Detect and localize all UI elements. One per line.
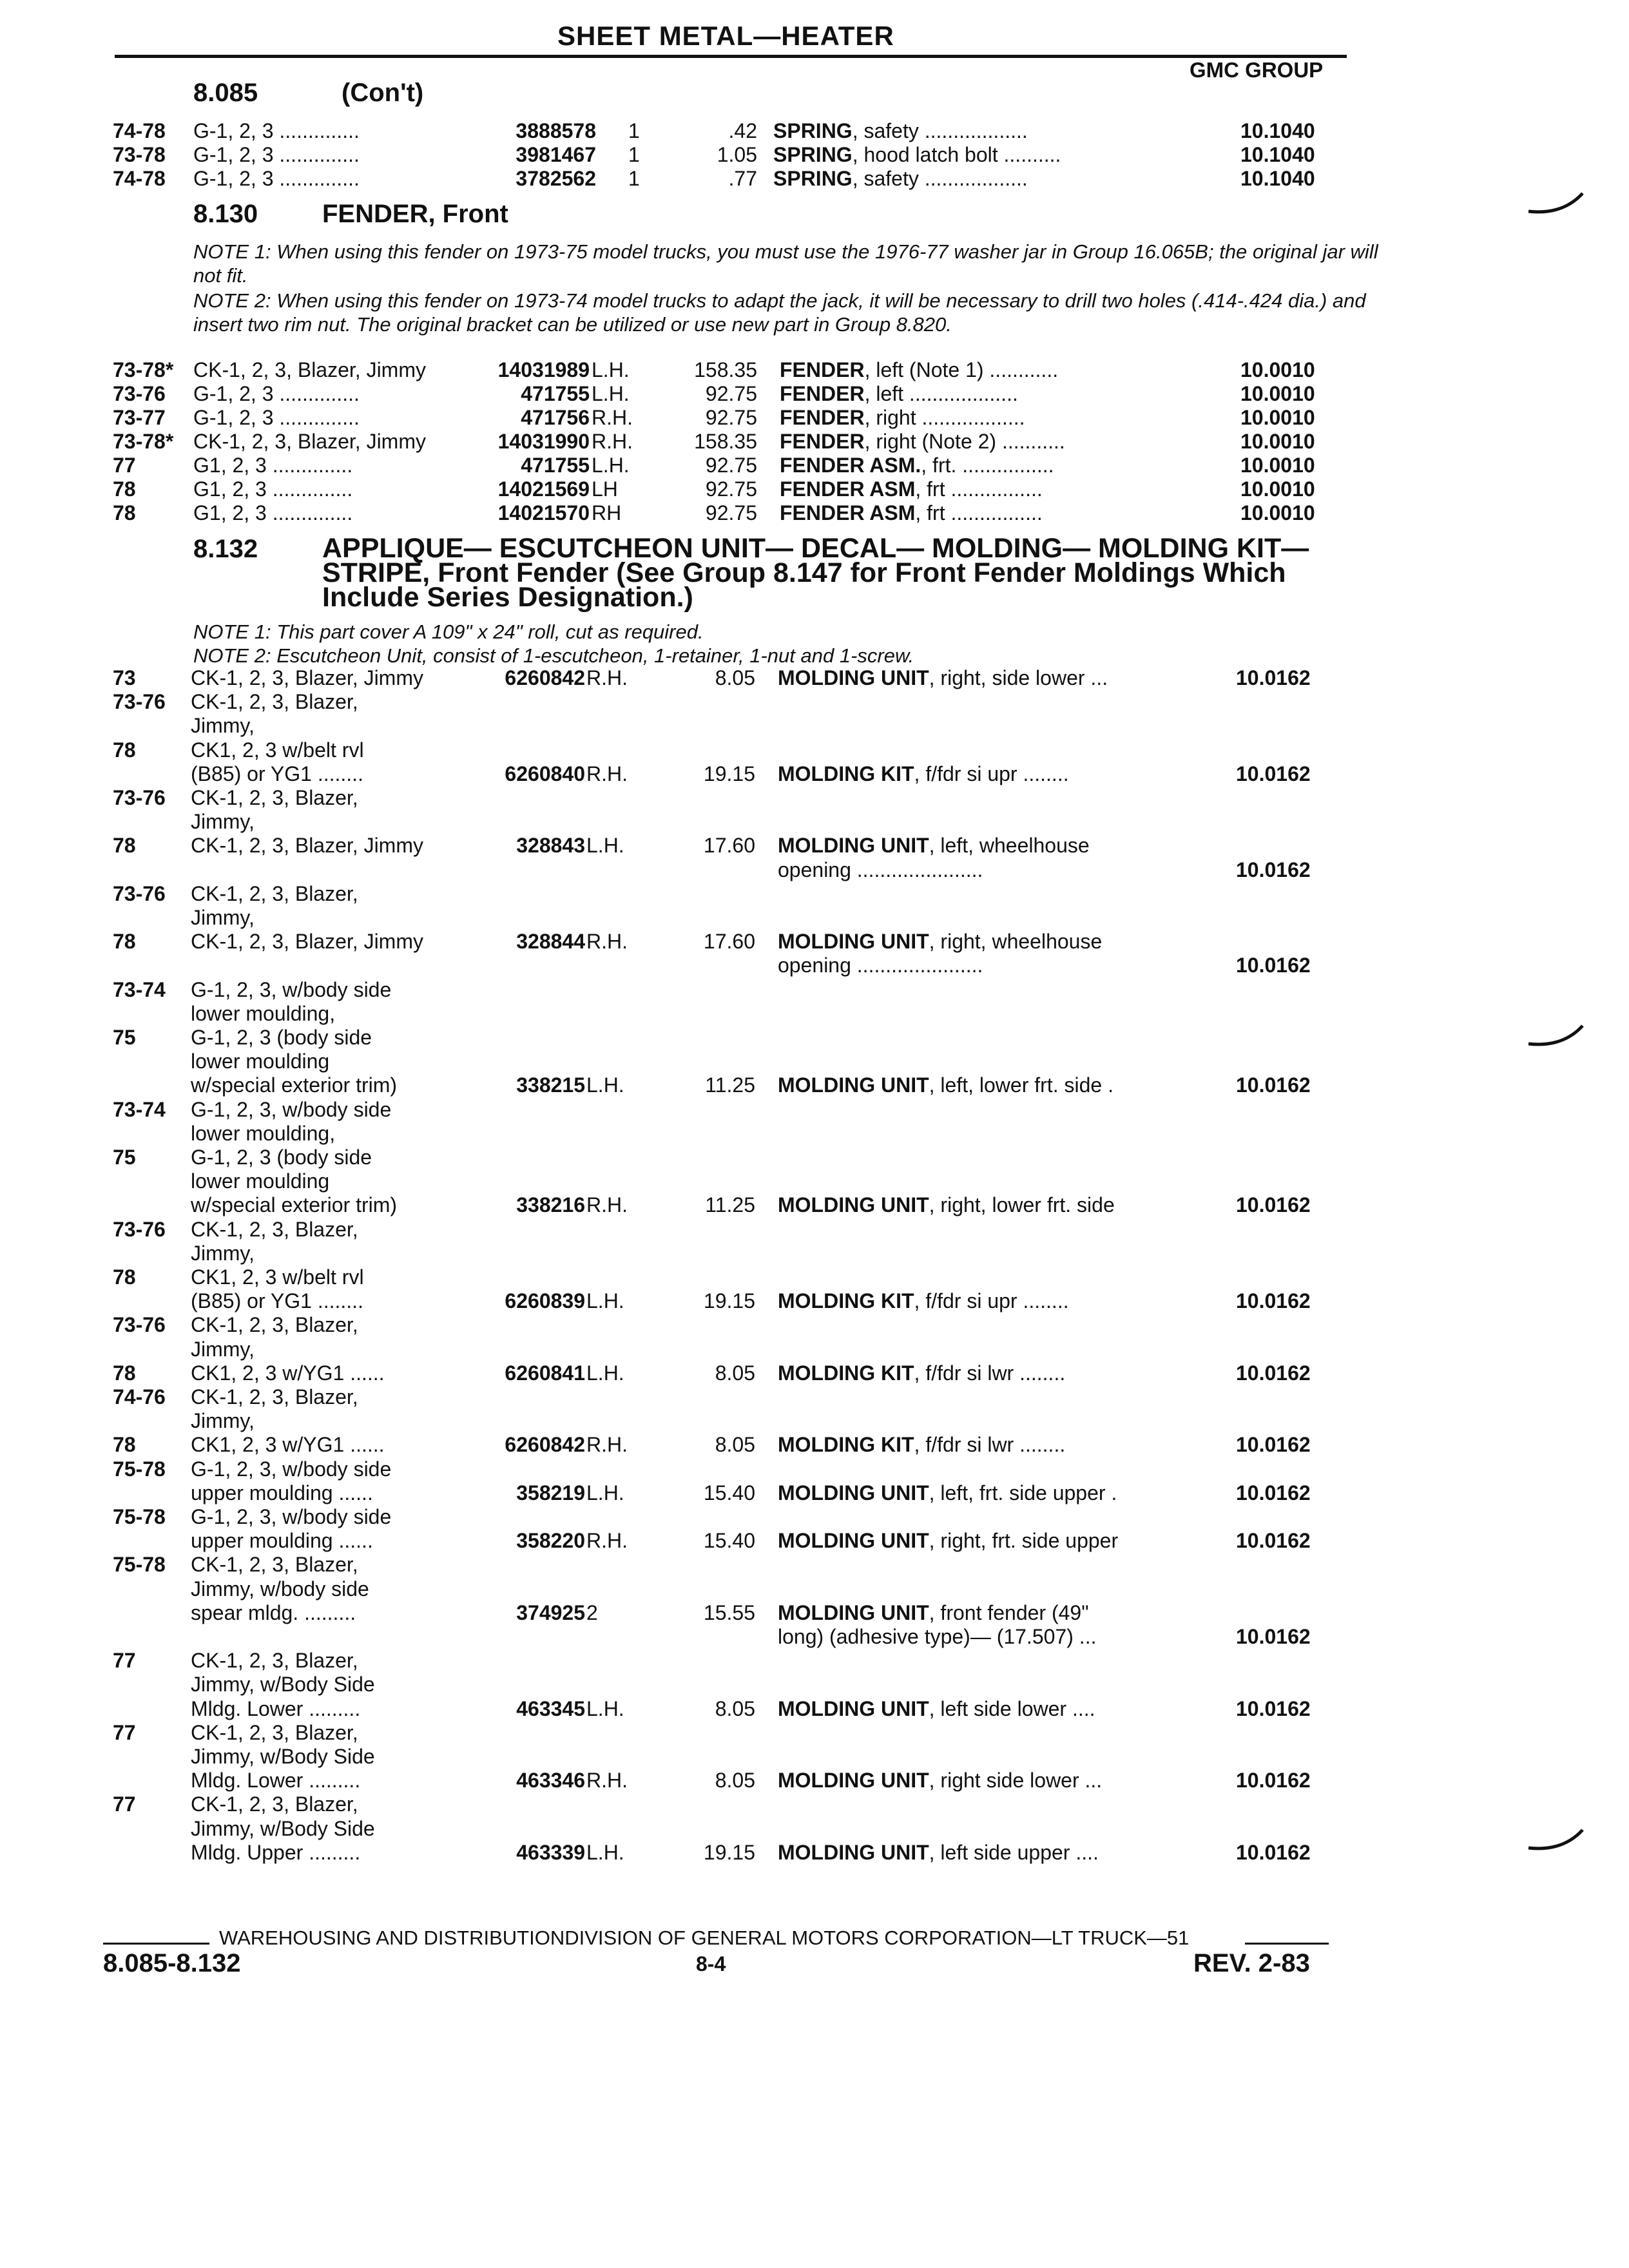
catalog-code: 10.0010 xyxy=(1240,501,1315,524)
catalog-code: 10.0162 xyxy=(1236,1696,1311,1720)
year-range: 73-74 xyxy=(113,977,166,1001)
application: (B85) or YG1 ........ xyxy=(191,762,363,785)
year-range: 74-78 xyxy=(113,119,166,142)
application: CK-1, 2, 3, Blazer, xyxy=(191,1313,358,1337)
part-number: 471755 xyxy=(521,382,590,405)
side-qty: R.H. xyxy=(586,762,628,785)
description-detail: , f/fdr si upr ........ xyxy=(914,762,1069,785)
description-keyword: MOLDING UNIT xyxy=(778,1073,929,1097)
application: CK-1, 2, 3, Blazer, xyxy=(191,1720,358,1744)
description xyxy=(778,1073,1113,1097)
footer-rule-right xyxy=(1245,1943,1329,1945)
application: Jimmy, xyxy=(191,1409,255,1433)
application: lower moulding xyxy=(191,1050,330,1073)
side-qty: L.H. xyxy=(586,1073,624,1097)
catalog-code: 10.0162 xyxy=(1236,1625,1311,1648)
description-detail: , right side lower ... xyxy=(929,1769,1103,1792)
catalog-code: 10.0010 xyxy=(1240,406,1315,429)
application: G-1, 2, 3 .............. xyxy=(193,382,360,405)
description xyxy=(778,1289,1069,1313)
description-keyword: SPRING xyxy=(773,119,853,142)
application: Mldg. Upper ......... xyxy=(191,1840,361,1864)
side-qty: L.H. xyxy=(592,358,630,381)
description-keyword: MOLDING UNIT xyxy=(778,930,929,954)
application: G1, 2, 3 .............. xyxy=(193,454,353,477)
year-range: 78 xyxy=(113,1433,136,1457)
side-qty: 1 xyxy=(628,119,640,142)
section-8-130-heading xyxy=(193,200,508,229)
side-qty: R.H. xyxy=(592,406,633,429)
catalog-code: 10.0162 xyxy=(1236,1840,1311,1864)
year-range: 77 xyxy=(113,454,136,477)
price: 8.05 xyxy=(715,1696,755,1720)
description-keyword: MOLDING KIT xyxy=(778,762,914,785)
side-qty: L.H. xyxy=(592,382,630,405)
year-range: 78 xyxy=(113,1361,136,1385)
part-number: 328843 xyxy=(516,834,585,858)
description-detail: opening ...................... xyxy=(778,954,983,977)
catalog-code: 10.0162 xyxy=(1236,762,1311,785)
application: spear mldg. ......... xyxy=(191,1600,356,1624)
catalog-code: 10.1040 xyxy=(1240,167,1315,190)
application: upper moulding ...... xyxy=(191,1529,373,1553)
price: 8.05 xyxy=(715,1433,755,1457)
side-qty: R.H. xyxy=(586,1193,628,1217)
catalog-code: 10.1040 xyxy=(1240,143,1315,166)
part-number: 14021570 xyxy=(497,501,590,524)
part-number: 3888578 xyxy=(516,119,596,142)
application: G-1, 2, 3 .............. xyxy=(193,406,360,429)
part-number: 471755 xyxy=(521,454,590,477)
year-range: 74-76 xyxy=(113,1385,166,1408)
description xyxy=(778,1193,1115,1217)
description-keyword: MOLDING UNIT xyxy=(778,1696,929,1720)
description xyxy=(778,1601,1089,1625)
price: 19.15 xyxy=(703,762,755,785)
side-qty: L.H. xyxy=(586,834,624,858)
description xyxy=(778,858,983,882)
application: CK-1, 2, 3, Blazer, Jimmy xyxy=(191,834,423,858)
price: 11.25 xyxy=(705,1073,755,1097)
binder-hole-mark xyxy=(1527,192,1585,215)
catalog-code: 10.0162 xyxy=(1236,666,1311,689)
price: 92.75 xyxy=(705,501,757,524)
part-number: 14031989 xyxy=(497,358,590,381)
footer-page-number: 8-4 xyxy=(696,1952,726,1975)
description xyxy=(780,406,1025,430)
description xyxy=(778,1529,1118,1553)
description xyxy=(780,501,1043,525)
description-keyword: MOLDING UNIT xyxy=(778,1193,929,1217)
year-range: 73-78* xyxy=(113,430,174,453)
application: G-1, 2, 3 (body side xyxy=(191,1146,372,1169)
side-qty: 1 xyxy=(628,143,640,166)
part-number: 358220 xyxy=(516,1529,585,1553)
part-number: 358219 xyxy=(516,1481,585,1504)
application: G-1, 2, 3 .............. xyxy=(193,119,360,142)
year-range: 73-77 xyxy=(113,406,166,429)
application: CK1, 2, 3 w/belt rvl xyxy=(191,1265,364,1289)
section-8-085-heading xyxy=(193,79,423,108)
description-detail: , f/fdr si upr ........ xyxy=(914,1289,1069,1313)
application: lower moulding, xyxy=(191,1121,336,1145)
catalog-code: 10.0010 xyxy=(1240,454,1315,477)
application: upper moulding ...... xyxy=(191,1481,373,1504)
side-qty: R.H. xyxy=(586,666,628,689)
fender-note-1: NOTE 1: When using this fender on 1973-75 model trucks, you must use the 1976-77 washer jar in Group 16.065B; the original jar will not fit. xyxy=(193,240,1378,287)
price: 8.05 xyxy=(715,1769,755,1792)
footer-rule-left xyxy=(103,1943,209,1945)
application: Jimmy, w/Body Side xyxy=(191,1673,375,1696)
price: 15.55 xyxy=(703,1600,755,1624)
price: 8.05 xyxy=(715,1361,755,1385)
fender-note-2: NOTE 2: When using this fender on 1973-74 model trucks to adapt the jack, it will be necessary to drill two holes (.414-.424 dia.) and insert two rim nut. The original bracket can be utilized or use new part in Group 8.820. xyxy=(193,289,1366,336)
description-keyword: SPRING xyxy=(773,143,853,166)
description-detail: , right, side lower ... xyxy=(929,666,1108,689)
side-qty: 1 xyxy=(628,167,640,190)
side-qty: R.H. xyxy=(586,1433,628,1457)
year-range: 75 xyxy=(113,1026,136,1049)
application: Jimmy, w/Body Side xyxy=(191,1816,375,1840)
description-keyword: MOLDING KIT xyxy=(778,1289,914,1313)
side-qty: LH xyxy=(592,477,618,501)
description-detail: opening ...................... xyxy=(778,858,983,881)
price: 17.60 xyxy=(703,834,755,858)
application: Jimmy, xyxy=(191,906,255,929)
year-range: 77 xyxy=(113,1649,136,1673)
year-range: 73-78* xyxy=(113,358,174,381)
footer-range: 8.085-8.132 xyxy=(103,1949,241,1977)
application: CK-1, 2, 3, Blazer, xyxy=(191,1649,358,1673)
year-range: 73-76 xyxy=(113,690,166,714)
application: CK-1, 2, 3, Blazer, Jimmy xyxy=(193,430,426,453)
price: 1.05 xyxy=(717,143,757,166)
description-detail: , left (Note 1) ............ xyxy=(864,358,1059,381)
description xyxy=(778,762,1069,786)
description-keyword: MOLDING UNIT xyxy=(778,666,929,689)
side-qty: L.H. xyxy=(586,1481,624,1504)
year-range: 75-78 xyxy=(113,1553,166,1577)
description xyxy=(778,834,1090,858)
description-detail: , front fender (49" xyxy=(929,1600,1089,1624)
description xyxy=(773,167,1028,191)
binder-hole-mark xyxy=(1527,1829,1585,1852)
application: G1, 2, 3 .............. xyxy=(193,501,353,524)
description xyxy=(780,358,1058,382)
application: CK-1, 2, 3, Blazer, Jimmy xyxy=(191,666,423,689)
price: 19.15 xyxy=(703,1840,755,1864)
description xyxy=(778,1697,1095,1721)
side-qty: R.H. xyxy=(586,1769,628,1792)
part-number: 338216 xyxy=(516,1193,585,1217)
part-number: 463345 xyxy=(516,1696,585,1720)
part-number: 14031990 xyxy=(497,430,590,453)
year-range: 78 xyxy=(113,834,136,858)
catalog-code: 10.0162 xyxy=(1236,858,1311,881)
description xyxy=(778,1625,1096,1649)
description-keyword: FENDER ASM xyxy=(780,477,916,501)
part-number: 463339 xyxy=(516,1840,585,1864)
application: w/special exterior trim) xyxy=(191,1073,398,1097)
description-detail: , safety .................. xyxy=(852,167,1028,190)
application: G-1, 2, 3 .............. xyxy=(193,143,360,166)
catalog-code: 10.1040 xyxy=(1240,119,1315,142)
binder-hole-mark xyxy=(1527,1024,1585,1048)
year-range: 73-74 xyxy=(113,1097,166,1121)
side-qty: L.H. xyxy=(586,1696,624,1720)
application: CK1, 2, 3 w/YG1 ...... xyxy=(191,1433,385,1457)
application: (B85) or YG1 ........ xyxy=(191,1289,363,1313)
side-qty: L.H. xyxy=(586,1840,624,1864)
side-qty: R.H. xyxy=(586,1529,628,1553)
part-number: 471756 xyxy=(521,406,590,429)
part-number: 6260842 xyxy=(505,666,585,689)
part-number: 338215 xyxy=(516,1073,585,1097)
description xyxy=(780,454,1054,477)
part-number: 3782562 xyxy=(516,167,596,190)
description-keyword: FENDER xyxy=(780,358,865,381)
description-keyword: SPRING xyxy=(773,167,853,190)
description-detail: , right, frt. side upper xyxy=(929,1529,1119,1553)
application: Jimmy, xyxy=(191,1241,255,1265)
applique-note-2: NOTE 2: Escutcheon Unit, consist of 1-escutcheon, 1-retainer, 1-nut and 1-screw. xyxy=(193,644,914,667)
description-detail: , right, wheelhouse xyxy=(929,930,1103,954)
description-keyword: MOLDING UNIT xyxy=(778,1481,929,1504)
section-number: 8.132 xyxy=(193,535,258,563)
description xyxy=(773,143,1061,167)
footer-division: WAREHOUSING AND DISTRIBUTIONDIVISION OF GENERAL MOTORS CORPORATION—LT TRUCK—51 xyxy=(219,1927,1190,1949)
catalog-code: 10.0162 xyxy=(1236,1289,1311,1313)
catalog-code: 10.0162 xyxy=(1236,1193,1311,1217)
side-qty: RH xyxy=(592,501,622,524)
side-qty: R.H. xyxy=(592,430,633,453)
year-range: 78 xyxy=(113,738,136,762)
application: CK-1, 2, 3, Blazer, xyxy=(191,1217,358,1241)
application: G-1, 2, 3 (body side xyxy=(191,1026,372,1049)
application: G-1, 2, 3, w/body side xyxy=(191,1457,392,1481)
catalog-code: 10.0162 xyxy=(1236,1073,1311,1097)
part-number: 6260839 xyxy=(505,1289,585,1313)
description xyxy=(778,1769,1102,1792)
year-range: 73-76 xyxy=(113,881,166,905)
application: Mldg. Lower ......... xyxy=(191,1769,361,1792)
side-qty: 2 xyxy=(586,1600,598,1624)
description-keyword: MOLDING KIT xyxy=(778,1361,914,1385)
catalog-code: 10.0162 xyxy=(1236,1529,1311,1553)
year-range: 77 xyxy=(113,1720,136,1744)
description-detail: long) (adhesive type)— (17.507) ... xyxy=(778,1625,1097,1648)
application: Jimmy, w/Body Side xyxy=(191,1745,375,1768)
catalog-code: 10.0162 xyxy=(1236,1481,1311,1504)
description xyxy=(778,1841,1099,1865)
application: CK-1, 2, 3, Blazer, xyxy=(191,786,358,809)
description-keyword: FENDER ASM xyxy=(780,501,916,524)
price: 158.35 xyxy=(694,358,757,381)
part-number: 6260841 xyxy=(505,1361,585,1385)
catalog-code: 10.0162 xyxy=(1236,1361,1311,1385)
price: .42 xyxy=(728,119,757,142)
application: G-1, 2, 3, w/body side xyxy=(191,1505,392,1528)
application: CK-1, 2, 3, Blazer, Jimmy xyxy=(191,930,423,954)
description-keyword: FENDER xyxy=(780,430,865,453)
description xyxy=(778,954,983,977)
application: CK-1, 2, 3, Blazer, xyxy=(191,690,358,714)
section-title: FENDER, Front xyxy=(322,200,508,228)
description xyxy=(778,1481,1117,1505)
group-label: GMC GROUP xyxy=(1190,58,1324,82)
catalog-code: 10.0162 xyxy=(1236,1433,1311,1457)
description-detail: , frt ................ xyxy=(915,477,1043,501)
description-detail: , frt. ................ xyxy=(921,454,1054,477)
description xyxy=(778,930,1102,954)
year-range: 73-76 xyxy=(113,1313,166,1337)
year-range: 75 xyxy=(113,1146,136,1169)
section-8-132-title: APPLIQUE— ESCUTCHEON UNIT— DECAL— MOLDING— MOLDING KIT— STRIPE, Front Fender (See Group 8.147 for Front Fender Moldings Which Include Series Designation.) xyxy=(322,533,1309,613)
footer-revision: REV. 2-83 xyxy=(1193,1949,1310,1977)
application: w/special exterior trim) xyxy=(191,1193,398,1217)
part-number: 463346 xyxy=(516,1769,585,1792)
part-number: 6260842 xyxy=(505,1433,585,1457)
price: 8.05 xyxy=(715,666,755,689)
description-detail: , right, lower frt. side xyxy=(929,1193,1115,1217)
description xyxy=(778,1361,1065,1385)
description-keyword: FENDER xyxy=(780,382,865,405)
application: lower moulding, xyxy=(191,1001,336,1025)
title-rule xyxy=(115,55,1347,58)
price: 92.75 xyxy=(705,477,757,501)
section-number: 8.085 xyxy=(193,79,258,107)
description-keyword: MOLDING UNIT xyxy=(778,1840,929,1864)
description-detail: , safety .................. xyxy=(852,119,1028,142)
description xyxy=(773,119,1028,143)
description-detail: , left, lower frt. side . xyxy=(929,1073,1113,1097)
part-number: 6260840 xyxy=(505,762,585,785)
price: 158.35 xyxy=(694,430,757,453)
year-range: 73 xyxy=(113,666,136,689)
application: CK1, 2, 3 w/belt rvl xyxy=(191,738,364,762)
year-range: 75-78 xyxy=(113,1457,166,1481)
description-detail: , left side lower .... xyxy=(929,1696,1095,1720)
catalog-code: 10.0010 xyxy=(1240,477,1315,501)
year-range: 77 xyxy=(113,1792,136,1816)
description xyxy=(780,477,1043,501)
year-range: 78 xyxy=(113,930,136,954)
section-8-132-heading xyxy=(193,535,322,564)
price: 11.25 xyxy=(705,1193,755,1217)
application: Mldg. Lower ......... xyxy=(191,1696,361,1720)
part-number: 328844 xyxy=(516,930,585,954)
year-range: 73-76 xyxy=(113,1217,166,1241)
description-detail: , right .................. xyxy=(864,406,1025,429)
description-keyword: FENDER ASM. xyxy=(780,454,921,477)
catalog-code: 10.0010 xyxy=(1240,358,1315,381)
year-range: 78 xyxy=(113,501,136,524)
year-range: 73-76 xyxy=(113,382,166,405)
description-detail: , right (Note 2) ........... xyxy=(864,430,1065,453)
price: 92.75 xyxy=(705,382,757,405)
application: CK-1, 2, 3, Blazer, Jimmy xyxy=(193,358,426,381)
price: 15.40 xyxy=(703,1481,755,1504)
description-detail: , left ................... xyxy=(864,382,1018,405)
description xyxy=(780,430,1065,454)
description-detail: , frt ................ xyxy=(915,501,1043,524)
year-range: 75-78 xyxy=(113,1505,166,1528)
description-detail: , left, wheelhouse xyxy=(929,834,1090,858)
part-number: 374925 xyxy=(516,1600,585,1624)
part-number: 14021569 xyxy=(497,477,590,501)
price: .77 xyxy=(728,167,757,190)
description-keyword: MOLDING UNIT xyxy=(778,1769,929,1792)
section-number: 8.130 xyxy=(193,200,258,228)
price: 19.15 xyxy=(703,1289,755,1313)
catalog-code: 10.0162 xyxy=(1236,1769,1311,1792)
year-range: 78 xyxy=(113,477,136,501)
description-detail: , left side upper .... xyxy=(929,1840,1099,1864)
description-keyword: MOLDING UNIT xyxy=(778,1600,929,1624)
description-detail: , f/fdr si lwr ........ xyxy=(914,1361,1066,1385)
price: 92.75 xyxy=(705,454,757,477)
price: 92.75 xyxy=(705,406,757,429)
application: CK-1, 2, 3, Blazer, xyxy=(191,881,358,905)
side-qty: L.H. xyxy=(586,1289,624,1313)
application: CK-1, 2, 3, Blazer, xyxy=(191,1385,358,1408)
description-detail: , left, frt. side upper . xyxy=(929,1481,1117,1504)
catalog-code: 10.0010 xyxy=(1240,382,1315,405)
application: Jimmy, w/body side xyxy=(191,1577,369,1600)
application: Jimmy, xyxy=(191,1337,255,1361)
page-title: SHEET METAL—HEATER xyxy=(557,21,894,51)
year-range: 74-78 xyxy=(113,167,166,190)
description xyxy=(778,1433,1065,1457)
application: G-1, 2, 3, w/body side xyxy=(191,1097,392,1121)
application: Jimmy, xyxy=(191,810,255,834)
application: G-1, 2, 3 .............. xyxy=(193,167,360,190)
description-keyword: MOLDING UNIT xyxy=(778,834,929,858)
description xyxy=(778,666,1108,690)
side-qty: L.H. xyxy=(592,454,630,477)
year-range: 73-78 xyxy=(113,143,166,166)
description-detail: , hood latch bolt .......... xyxy=(852,143,1061,166)
year-range: 73-76 xyxy=(113,786,166,809)
price: 17.60 xyxy=(703,930,755,954)
year-range: 78 xyxy=(113,1265,136,1289)
description-keyword: FENDER xyxy=(780,406,865,429)
application: CK-1, 2, 3, Blazer, xyxy=(191,1553,358,1577)
application: lower moulding xyxy=(191,1169,330,1193)
description xyxy=(780,382,1018,406)
application: CK-1, 2, 3, Blazer, xyxy=(191,1792,358,1816)
section-title: (Con't) xyxy=(342,79,424,107)
part-number: 3981467 xyxy=(516,143,596,166)
catalog-code: 10.0010 xyxy=(1240,430,1315,453)
applique-note-1: NOTE 1: This part cover A 109" x 24" roll, cut as required. xyxy=(193,620,704,643)
description-keyword: MOLDING KIT xyxy=(778,1433,914,1457)
side-qty: L.H. xyxy=(586,1361,624,1385)
application: G1, 2, 3 .............. xyxy=(193,477,353,501)
application: Jimmy, xyxy=(191,714,255,738)
price: 15.40 xyxy=(703,1529,755,1553)
description-keyword: MOLDING UNIT xyxy=(778,1529,929,1553)
catalog-code: 10.0162 xyxy=(1236,954,1311,977)
description-detail: , f/fdr si lwr ........ xyxy=(914,1433,1066,1457)
side-qty: R.H. xyxy=(586,930,628,954)
application: CK1, 2, 3 w/YG1 ...... xyxy=(191,1361,385,1385)
application: G-1, 2, 3, w/body side xyxy=(191,977,392,1001)
